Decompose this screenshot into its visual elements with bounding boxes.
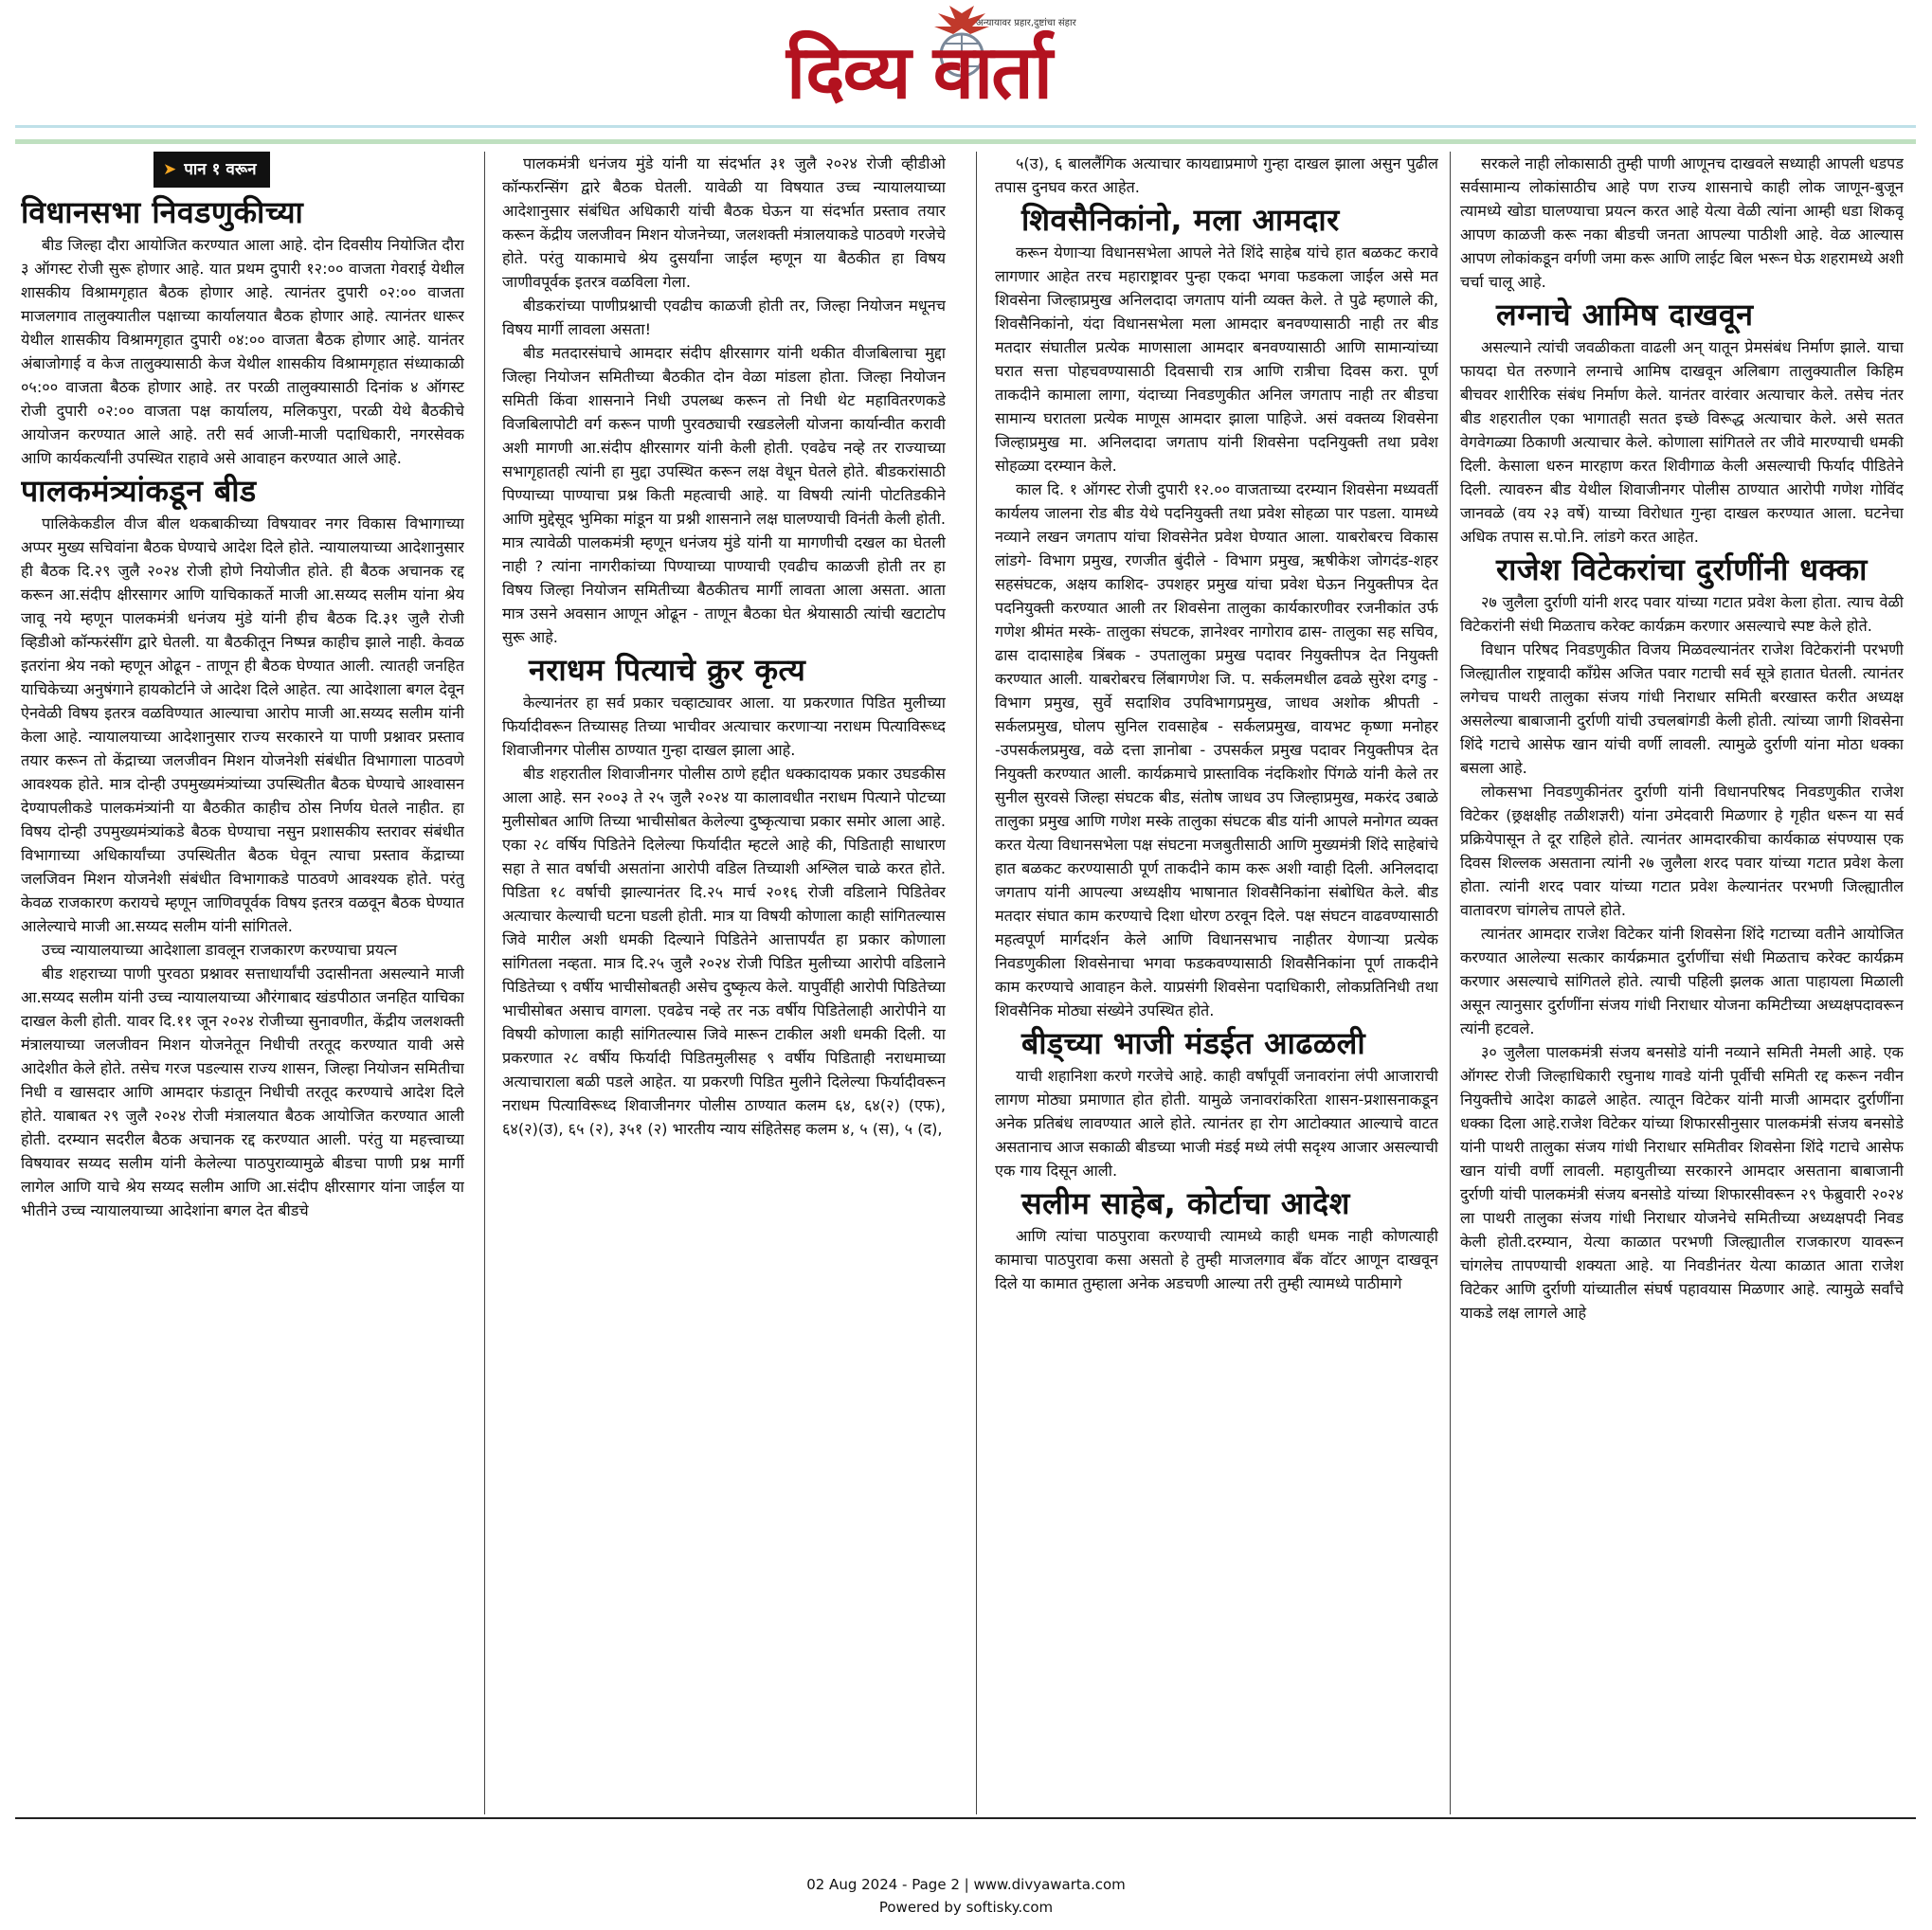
badge-label: पान १ वरून (184, 160, 257, 179)
column-divider (484, 152, 485, 1814)
headline: बीड्च्या भाजी मंडईत आढळली (1021, 1025, 1366, 1061)
paragraph: पालकमंत्री धनंजय मुंडे यांनी या संदर्भात ३१ जुलै २०२४ रोजी व्हीडीओ कॉन्फरन्सिंग द्वारे बैठक घेतली. यावेळी या विषयात उच्च न्यायालयाच्या आदेशानुसार संबंधित अधिकारी यांची बैठक घेऊन या संदर्भात प्रस्ताव तयार करून केंद्रीय जलजीवन मिशन योजनेच्या, जलशक्ती मंत्रालयाकडे पाठवणे गरजेचे होते. परंतु याकामाचे श्रेय दुसर्यांना जाईल म्हणून या बैठकीत हा विषय जाणीवपूर्वक इतरत्र वळविला गेला. (502, 154, 946, 291)
continued-badge (153, 152, 270, 188)
paragraph: बीड जिल्हा दौरा आयोजित करण्यात आला आहे. दोन दिवसीय नियोजित दौरा ३ ऑगस्ट रोजी सुरू होणार आहे. यात प्रथम दुपारी १२:०० वाजता गेवराई येथील शासकीय विश्रामगृहात बैठक होणार आहे. त्यानंतर दुपारी ०२:०० वाजता माजलगाव तालुक्यातील पक्षाच्या कार्यालयात बैठक होणार आहे. त्यानंतर धारूर येथील शासकीय विश्रामगृहात दुपारी ०४:०० वाजता बैठक होणार आहे. यानंतर अंबाजोगाई व केज तालुक्यासाठी केज येथील शासकीय विश्रामगृहात संध्याकाळी ०५:०० वाजता बैठक होणार आहे. तर परळी तालुक्यासाठी दिनांक ४ ऑगस्ट रोजी दुपारी ०२:०० वाजता पक्ष कार्यालय, मलिकपुरा, परळी येथे बैठकीचे आयोजन करण्यात आले आहे. तरी सर्व आजी-माजी पदाधिकारी, नगरसेवक आणि कार्यकर्त्यांनी उपस्थित राहावे असे आवाहन करण्यात आले आहे. (21, 236, 464, 467)
paragraph: ३० जुलैला पालकमंत्री संजय बनसोडे यांनी नव्याने समिती नेमली आहे. एक ऑगस्ट रोजी जिल्हाधिकारी रघुनाथ गावडे यांनी पूर्वीची समिती रद्द करून नवीन नियुक्तीचे आदेश काढले आहेत. त्यातून विटेकर यांनी माजी आमदार दुर्राणींना धक्का दिला आहे.राजेश विटेकर यांच्या शिफारसीनुसार पालकमंत्री संजय बनसोडे यांनी पाथरी तालुका संजय गांधी निराधार समितीवर शिवसेना शिंदे गटाचे आसेफ खान यांची वर्णी लावली. महायुतीच्या सरकारने आमदार असताना बाबाजानी दुर्राणी यांची पालकमंत्री संजय बनसोडे यांच्या शिफारसीवरून २९ फेब्रुवारी २०२४ ला पाथरी तालुका संजय गांधी निराधार योजनेचे समितीच्या अध्यक्षपदी निवड केली होती.दरम्यान, येत्या काळात परभणी जिल्ह्यातील राजकारण यावरून चांगलेच तापण्याची शक्यता आहे. या निवडीनंतर येत्या काळात आता राजेश विटेकर आणि दुर्राणी यांच्यातील संघर्ष पहावयास मिळणार आहे. त्यामुळे सर्वांचे याकडे लक्ष लागले आहे (1460, 1043, 1904, 1322)
top-rule (15, 125, 1916, 128)
column-1 (21, 152, 464, 1810)
logo-tagline: अन्यायावर प्रहार,दुष्टांचा संहार (976, 18, 1076, 28)
paragraph: २७ जुलैला दुर्राणी यांनी शरद पवार यांच्या गटात प्रवेश केला होता. त्याच वेळी विटेकरांनी संधी मिळताच करेक्ट कार्यक्रम करणार असल्याचे स्पष्ट केले होते. (1460, 593, 1904, 635)
paragraph: केल्यानंतर हा सर्व प्रकार चव्हाट्यावर आला. या प्रकरणात पिडित मुलीच्या फिर्यादीवरून तिच्यासह तिच्या भाचीवर अत्याचार करणाऱ्या नराधम पित्याविरूध्द शिवाजीनगर पोलीस ठाण्यात गुन्हा दाखल झाला आहे. (502, 694, 946, 759)
paragraph: काल दि. १ ऑगस्ट रोजी दुपारी १२.०० वाजताच्या दरम्यान शिवसेना मध्यवर्ती कार्यलय जालना रोड बीड येथे पदनियुक्ती तथा प्रवेश सोहळा पार पडला. यामध्ये नव्याने लखन जगताप यांचा शिवसेनेत प्रवेश घेण्यात आला. याबरोबरच विकास लांडगे- विभाग प्रमुख, रणजीत बुंदीले - विभाग प्रमुख, ऋषीकेश जोगदंड-शहर सहसंघटक, अक्षय काशिद- उपशहर प्रमुख यांचा प्रवेश घेऊन नियुक्तीपत्र देत पदनियुक्ती करण्यात आली तर शिवसेना तालुका कार्यकारणीवर रजनीकांत उर्फ गणेश श्रीमंत मस्के- तालुका संघटक, ज्ञानेश्वर नागोराव ढास- तालुका सह सचिव, ढास दादासाहेब त्रिंबक - उपतालुका प्रमुख पदावर नियुक्तीपत्र देत नियुक्ती करण्यात आली. याबरोबरच लिंबागणेश जि. प. सर्कलमधील ढवळे सुरेश दगडु - विभाग प्रमुख, सुर्वे सदाशिव उपविभागप्रमुख, जाधव अशोक श्रीपती - सर्कलप्रमुख, घोलप सुनिल रावसाहेब - सर्कलप्रमुख, वायभट कृष्णा मनोहर -उपसर्कलप्रमुख, वळे दत्ता ज्ञानोबा - उपसर्कल प्रमुख पदावर नियुक्तीपत्र देत नियुक्ती करण्यात आली. कार्यक्रमाचे प्रास्ताविक नंदकिशोर पिंगळे यांनी केले तर सुनील सुरवसे जिल्हा संघटक बीड, संतोष जाधव उप जिल्हाप्रमुख, मकरंद उबाळे तालुका प्रमुख आणि गणेश मस्के तालुका संघटक बीड यांनी आपले मनोगत व्यक्त करत येत्या विधानसभेला पक्ष संघटना मजबुतीसाठी आणि मुख्यमंत्री शिंदे साहेबांचे हात बळकट करण्यासाठी पूर्ण ताकदीने काम करू अशी ग्वाही दिली. अनिलदादा जगताप यांनी आपल्या अध्यक्षीय भाषानात शिवसैनिकांना संबोधित केले. बीड मतदार संघात काम करण्याचे दिशा धोरण ठरवून दिले. पक्ष संघटन वाढवण्यासाठी महत्वपूर्ण मार्गदर्शन केले आणि विधानसभाच नाहीतर येणाऱ्या प्रत्येक निवडणुकीला शिवसेनाचा भगवा फडकवण्यासाठी शिवसैनिकांना पूर्ण ताकदीने काम करण्याचे आवाहन केले. याप्रसंगी शिवसेना पदाधिकारी, लोकप्रतिनिधी तथा शिवसैनिक मोठ्या संख्येने उपस्थित होते. (995, 480, 1438, 1019)
headline: पालकमंत्र्यांकडून बीड (21, 473, 257, 509)
newspaper-logo[interactable] (786, 6, 1147, 116)
footer-page-info[interactable]: 02 Aug 2024 - Page 2 | www.divyawarta.com (806, 1876, 1126, 1893)
paragraph: पालिकेकडील वीज बील थकबाकीच्या विषयावर नगर विकास विभागाच्या अप्पर मुख्य सचिवांना बैठक घेण्याचे आदेश दिले होते. न्यायालयाच्या आदेशानुसार ही बैठक दि.२९ जुलै २०२४ रोजी होणे नियोजीत होते. ही बैठक अचानक रद्द करून आ.संदीप क्षीरसागर आणि याचिकाकर्ते माजी आ.सय्यद सलीम यांना श्रेय जावू नये म्हणून पालकमंत्री धनंजय मुंडे यांनी हीच बैठक दि.३१ जुलै रोजी व्हिडीओ कॉन्फरंसींग द्वारे घेतली. या बैठकीतून निष्पन्न काहीच झाले नाही. केवळ इतरांना श्रेय नको म्हणून ओढून - ताणून ही बैठक घेण्यात आली. त्यातही जनहित याचिकेच्या अनुषंगाने हायकोर्टाने जे आदेश दिले आहेत. त्या आदेशाला बगल देवून ऐनवेळी विषय इतरत्र वळविण्यात आल्याचा आरोप माजी आ.सय्यद सलीम यांनी केला आहे. न्यायालयाच्या आदेशानुसार राज्य सरकारने या पाणी प्रश्नावर प्रस्ताव तयार करून तो केंद्राच्या जलजीवन मिशन योजनेशी संबंधीत विभागाला पाठवणे आवश्यक होते. मात्र दोन्ही उपमुख्यमंत्र्यांच्या उपस्थितीत बैठक घेण्याचे आश्वासन देण्यापलीकडे पालकमंत्र्यांनी या बैठकीत काहीच ठोस निर्णय घेतले नाहीत. हा विषय दोन्ही उपमुख्यमंत्र्यांकडे बैठक घेण्याचा नसुन प्रशासकीय स्तरावर संबंधीत विभागाच्या अधिकार्यांच्या उपस्थितीत बैठक घेवून त्याचा प्रस्ताव केंद्राच्या जलजिवन मिशन योजनेशी संबंधीत विभागाकडे पाठवणे आवश्यक होते. परंतु केवळ राजकारण करायचे म्हणून जाणिवपूर्वक विषय इतरत्र वळवून बैठक घेण्यात आलेल्याचे माजी आ.सय्यद सलीम यांनी सांगितले. (21, 514, 464, 935)
logo-title: दिव्य वार्ता (786, 29, 1051, 116)
top-rule-green (15, 139, 1916, 144)
paragraph: आणि त्यांचा पाठपुरावा करण्याची त्यामध्ये काही धमक नाही कोणत्याही कामाचा पाठपुरावा कसा असतो हे तुम्ही माजलगाव बँक वॉटर आणून दाखवून दिले या कामात तुम्हाला अनेक अडचणी आल्या तरी तुम्ही त्यामध्ये पाठीमागे (995, 1227, 1438, 1292)
paragraph: असल्याने त्यांची जवळीकता वाढली अन् यातून प्रेमसंबंध निर्माण झाले. याचा फायदा घेत तरुणाने लग्नाचे आमिष दाखवून अलिबाग तालुक्यातील किहिम बीचवर शारीरिक संबंध निर्माण केले. यानंतर वारंवार अत्याचार केले. तसेच नंतर बीड शहरातील एका भागातही सतत इच्छे विरूद्ध अत्याचार केले. असे सतत वेगवेगळ्या ठिकाणी अत्याचार केले. कोणाला सांगितले तर जीवे मारण्याची धमकी दिली. केसाला धरुन मारहाण करत शिवीगाळ केली असल्याची फिर्याद पीडितेने दिली. त्यावरुन बीड येथील शिवाजीनगर पोलीस ठाण्यात आरोपी गणेश गोविंद जानवळे (वय २३ वर्षे) याच्या विरोधात गुन्हा दाखल करण्यात आला. घटनेचा अधिक तपास स.पो.नि. लांडगे करत आहेत. (1460, 338, 1904, 546)
column-3 (995, 152, 1438, 1810)
column-divider (1450, 152, 1451, 1814)
arrow-icon: ➤ (163, 160, 177, 179)
headline: नराधम पित्याचे क्रुर कृत्य (529, 652, 806, 688)
paragraph: बीड मतदारसंघाचे आमदार संदीप क्षीरसागर यांनी थकीत वीजबिलाचा मुद्दा जिल्हा नियोजन समितीच्या बैठकीत दोन वेळा मांडला होता. जिल्हा नियोजन समिती किंवा शासनाने निधी उपलब्ध करून तो निधी थेट महावितरणकडे विजबिलापोटी वर्ग करून पाणी पुरवठ्याची रखडलेली योजना कार्यान्वीत करावी अशी मागणी आ.संदीप क्षीरसागर यांनी केली होती. एवढेच नव्हे तर राज्याच्या सभागृहातही त्यांनी हा मुद्दा उपस्थित करून लक्ष वेधून घेतले होते. बीडकरांसाठी पिण्याच्या पाण्याचा प्रश्न किती महत्वाची आहे. या विषयी त्यांनी पोटतिडकीने आणि मुद्देसूद भुमिका मांडून या प्रश्नी शासनाने लक्ष घालण्याची विनंती केली होती. मात्र त्यावेळी पालकमंत्री म्हणून धनंजय मुंडे यांनी या मागणीची दखल का घेतली नाही ? त्यांना नागरीकांच्या पिण्याच्या पाण्याची एवढीच काळजी होती तर हा विषय जिल्हा नियोजन समितीच्या बैठकीतच मार्गी लावता आला असता. आता मात्र उसने अवसान आणून ओढून - ताणून बैठका घेत श्रेयासाठी त्यांची खटाटोप सुरू आहे. (502, 344, 946, 646)
paragraph: बीड शहराच्या पाणी पुरवठा प्रश्नावर सत्ताधार्यांची उदासीनता असल्याने माजी आ.सय्यद सलीम यांनी उच्च न्यायालयाच्या औरंगाबाद खंडपीठात जनहित याचिका दाखल केली होती. यावर दि.११ जून २०२४ रोजीच्या सुनावणीत, केंद्रीय जलशक्ती मंत्रालयाच्या जलजीवन मिशन योजनेतून निधीची तरतूद करण्यात यावी असे आदेशीत केले होते. तसेच गरज पडल्यास राज्य शासन, जिल्हा नियोजन समितीचा निधी व खासदार आणि आमदार फंडातून निधीची तरतूद करण्याचे आदेश दिले होते. याबाबत २९ जुलै २०२४ रोजी मंत्रालयात बैठक आयोजित करण्यात आली होती. दरम्यान सदरील बैठक अचानक रद्द करण्यात आली. परंतु या महत्त्वाच्या विषयावर सय्यद सलीम यांनी केलेल्या पाठपुराव्यामुळे बीडचा पाणी प्रश्न मार्गी लागेल आणि याचे श्रेय सय्यद सलीम आणि आ.संदीप क्षीरसागर यांना जाईल या भीतीने उच्च न्यायालयाच्या आदेशांना बगल देत बीडचे (21, 965, 464, 1219)
paragraph: सरकले नाही लोकासाठी तुम्ही पाणी आणूनच दाखवले सध्याही आपली धडपड सर्वसामान्य लोकांसाठीच आहे पण राज्य शासनाचे काही लोक जाणून-बुजून त्यामध्ये खोडा घालण्याचा प्रयत्न करत आहे येत्या वेळी त्यांना आम्ही धडा शिकवू आपण काळजी करू नका बीडची जनता आपल्या पाठीशी आहे. वेळ आल्यास आपण लोकांकडून वर्गणी जमा करू आणि लाईट बिल भरून घेऊ शहरामध्ये अशी चर्चा चालू आहे. (1460, 154, 1904, 291)
headline: शिवसैनिकांनो, मला आमदार (1021, 202, 1340, 238)
headline: विधानसभा निवडणुकीच्या (21, 194, 304, 230)
paragraph: बीड शहरातील शिवाजीनगर पोलीस ठाणे हद्दीत धक्कादायक प्रकार उघडकीस आला आहे. सन २००३ ते २५ जुलै २०२४ या कालावधीत नराधम पित्याने पोटच्या मुलीसोबत आणि तिच्या भाचीसोबत केलेल्या दुष्कृत्याचा प्रकार समोर आला आहे. एका २८ वर्षिय पिडितेने दिलेल्या फिर्यादीत म्हटले आहे की, पिडिताही साधारण सहा ते सात वर्षाची असतांना आरोपी वडिल तिच्याशी अश्लिल चाळे करत होते. पिडिता १८ वर्षाची झाल्यानंतर दि.२५ मार्च २०१६ रोजी वडिलाने पिडितेवर अत्याचार केल्याची घटना घडली होती. मात्र या विषयी कोणाला काही सांगितल्यास जिवे मारील अशी धमकी दिल्याने पिडितेने आत्तापर्यंत हा प्रकार कोणाला सांगितला नव्हता. मात्र दि.२५ जुलै २०२४ रोजी पिडित मुलीच्या आरोपी वडिलाने पिडितेच्या ९ वर्षीय भाचीसोबतही असेच दुष्कृत्य केले. यापुर्वीही आरोपी पिडितेच्या भाचीसोबत असाच वागला. एवढेच नव्हे तर नऊ वर्षीय पिडितेलाही आरोपीने या विषयी कोणाला काही सांगितल्यास जिवे मारून टाकील अशी धमकी दिली. या प्रकरणात २८ वर्षीय फिर्यादी पिडितमुलीसह ९ वर्षीय पिडिताही नराधमाच्या अत्याचाराला बळी पडले आहेत. या प्रकरणी पिडित मुलीने दिलेल्या फिर्यादीवरून नराधम पित्याविरूध्द शिवाजीनगर पोलीस ठाण्यात कलम ६४, ६४(२) (एफ), ६४(२)(उ), ६५ (२), ३५१ (२) भारतीय न्याय संहितेसह कलम ४, ५ (स), ५ (द), (502, 765, 946, 1138)
column-2 (502, 152, 946, 1810)
paragraph: उच्च न्यायालयाच्या आदेशाला डावलून राजकारण करण्याचा प्रयत्न (42, 941, 398, 959)
headline: राजेश विटेकरांचा दुर्राणींनी धक्का (1496, 551, 1868, 587)
headline: सलीम साहेब, कोर्टाचा आदेश (1021, 1185, 1350, 1221)
paragraph: विधान परिषद निवडणुकीत विजय मिळवल्यानंतर राजेश विटेकरांनी परभणी जिल्ह्यातील राष्ट्रवादी काँग्रेस अजित पवार गटाची सर्व सूत्रे हातात घेतली. त्यानंतर लगेचच पाथरी तालुका संजय गांधी निराधार समिती बरखास्त करीत अध्यक्ष असलेल्या बाबाजानी दुर्राणी यांची उचलबांगडी केली होती. त्यांच्या जागी शिवसेना शिंदे गटाचे आसेफ खान यांची वर्णी लावली. त्यामुळे दुर्राणी यांना मोठा धक्का बसला आहे. (1460, 640, 1904, 777)
masthead (0, 0, 1932, 121)
paragraph: करून येणाऱ्या विधानसभेला आपले नेते शिंदे साहेब यांचे हात बळकट करावे लागणार आहेत तरच महाराष्ट्रावर पुन्हा एकदा भगवा फडकला जाईल असे मत शिवसेना जिल्हाप्रमुख अनिलदादा जगताप यांनी व्यक्त केले. ते पुढे म्हणाले की, शिवसैनिकांनो, यंदा विधानसभेला मला आमदार बनवण्यासाठी नाही तर बीड मतदार संघातील प्रत्येक माणसाला आमदार बनवण्यासाठी आणि सामान्यांच्या घरात सत्ता पोहचवण्यासाठी दिवसाची रात्र आणि रात्रीचा दिवस करा. पूर्ण ताकदीने कामाला लागा, यंदाच्या निवडणुकीत अनिल जगताप नाही तर बीडचा सामान्य घरातला प्रत्येक माणूस आमदार झाला पाहिजे. असं वक्तव्य शिवसेना जिल्हाप्रमुख मा. अनिलदादा जगताप यांनी शिवसेना पदनियुक्ती तथा प्रवेश सोहळ्या दरम्यान केले. (995, 244, 1438, 475)
footer-powered-by[interactable]: Powered by softisky.com (878, 1899, 1054, 1916)
paragraph: याची शहानिशा करणे गरजेचे आहे. काही वर्षांपूर्वी जनावरांना लंपी आजाराची लागण मोठ्या प्रमाणात होत होती. यामुळे जनावरांकरिता शासन-प्रशासनाकडून अनेक प्रतिबंध लावण्यात आले होते. त्यानंतर हा रोग आटोक्यात आल्याचे वाटत असतानाच आज सकाळी बीडच्या भाजी मंडई मध्ये लंपी सदृश्य आजार असल्याची एक गाय दिसून आली. (995, 1067, 1438, 1180)
column-4 (1460, 152, 1904, 1810)
paragraph: ५(उ), ६ बाललैंगिक अत्याचार कायद्याप्रमाणे गुन्हा दाखल झाला असुन पुढील तपास दुनघव करत आहेत. (995, 154, 1438, 196)
paragraph: बीडकरांच्या पाणीप्रश्नाची एवढीच काळजी होती तर, जिल्हा नियोजन मधूनच विषय मार्गी लावला असता! (502, 297, 946, 338)
paragraph: लोकसभा निवडणुकीनंतर दुर्राणी यांनी विधानपरिषद निवडणुकीत राजेश विटेकर (छ्रक्षक्षीह तळीशज्ञरी) यांना उमेदवारी मिळणार हे गृहीत धरून या सर्व प्रक्रियेपासून ते दूर राहिले होते. त्यानंतर आमदारकीचा कार्यकाळ संपण्यास एक दिवस शिल्लक असताना त्यांनी २७ जुलैला शरद पवार यांच्या गटात प्रवेश केला होता. त्यांनी शरद पवार यांच्या गटात प्रवेश केल्यानंतर परभणी जिल्ह्यातील वातावरण चांगलेच तापले होते. (1460, 783, 1904, 919)
headline: लग्नाचे आमिष दाखवून (1496, 297, 1754, 333)
column-divider (976, 152, 977, 1814)
bottom-rule (15, 1817, 1916, 1819)
paragraph: त्यानंतर आमदार राजेश विटेकर यांनी शिवसेना शिंदे गटाच्या वतीने आयोजित करण्यात आलेल्या सत्कार कार्यक्रमात दुर्राणींचा संधी मिळताच करेक्ट कार्यक्रम करणार असल्याचे सांगितले होते. त्याची पहिली झलक आता पाहायला मिळाली असून त्यानुसार दुर्राणींना संजय गांधी निराधार योजना कमिटीच्या अध्यक्षपदावरून त्यांनी हटवले. (1460, 925, 1904, 1037)
